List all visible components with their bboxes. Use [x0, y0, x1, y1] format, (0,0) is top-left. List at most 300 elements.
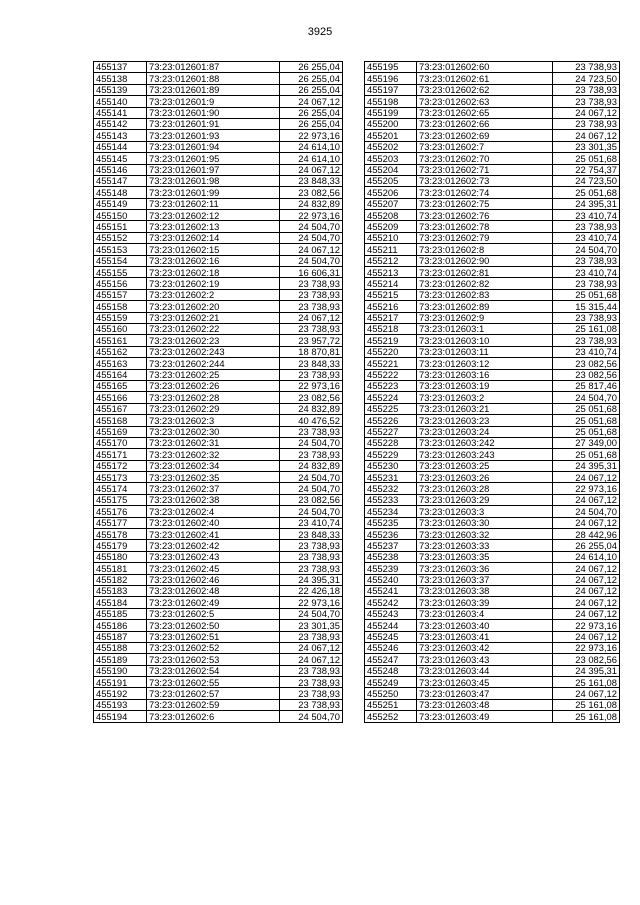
- value-cell: 25 051,68: [553, 187, 620, 198]
- value-cell: 24 067,12: [280, 312, 343, 323]
- table-row: [94, 84, 343, 95]
- value-cell: 28 442,96: [553, 529, 620, 540]
- table-row: [365, 107, 620, 118]
- table-row: [94, 153, 343, 164]
- cadastral-number-cell: 73:23:012602:81: [417, 267, 553, 278]
- value-cell: 23 738,93: [553, 312, 620, 323]
- cadastral-number-cell: 73:23:012602:76: [417, 210, 553, 221]
- record-number-cell: 455229: [365, 449, 417, 460]
- value-cell: 23 848,33: [280, 529, 343, 540]
- value-cell: 25 051,68: [553, 415, 620, 426]
- record-number-cell: 455214: [365, 278, 417, 289]
- cadastral-number-cell: 73:23:012603:23: [417, 415, 553, 426]
- cadastral-number-cell: 73:23:012602:12: [147, 210, 280, 221]
- cadastral-number-cell: 73:23:012602:3: [147, 415, 280, 426]
- cadastral-number-cell: 73:23:012603:19: [417, 380, 553, 391]
- table-row: [94, 506, 343, 517]
- record-number-cell: 455189: [94, 654, 147, 665]
- record-number-cell: 455192: [94, 688, 147, 699]
- table-row: [365, 540, 620, 551]
- value-cell: 27 349,00: [553, 437, 620, 448]
- record-number-cell: 455237: [365, 540, 417, 551]
- cadastral-number-cell: 73:23:012602:6: [147, 711, 280, 722]
- record-number-cell: 455190: [94, 665, 147, 676]
- record-number-cell: 455242: [365, 597, 417, 608]
- table-row: [94, 540, 343, 551]
- cadastral-number-cell: 73:23:012602:90: [417, 255, 553, 266]
- cadastral-number-cell: 73:23:012602:15: [147, 244, 280, 255]
- record-number-cell: 455151: [94, 221, 147, 232]
- cadastral-number-cell: 73:23:012602:62: [417, 84, 553, 95]
- table-row: [94, 677, 343, 688]
- table-row: [365, 380, 620, 391]
- record-number-cell: 455195: [365, 62, 417, 73]
- value-cell: 24 504,70: [553, 244, 620, 255]
- table-row: [94, 437, 343, 448]
- value-cell: 24 395,31: [280, 574, 343, 585]
- table-row: [365, 221, 620, 232]
- value-cell: 24 067,12: [553, 494, 620, 505]
- value-cell: 23 738,93: [553, 255, 620, 266]
- record-number-cell: 455156: [94, 278, 147, 289]
- record-number-cell: 455223: [365, 380, 417, 391]
- cadastral-number-cell: 73:23:012603:49: [417, 711, 553, 722]
- record-number-cell: 455152: [94, 232, 147, 243]
- value-cell: 24 067,12: [280, 164, 343, 175]
- cadastral-number-cell: 73:23:012601:98: [147, 175, 280, 186]
- value-cell: 25 051,68: [553, 449, 620, 460]
- value-cell: 26 255,04: [553, 540, 620, 551]
- value-cell: 24 504,70: [280, 437, 343, 448]
- value-cell: 24 067,12: [280, 96, 343, 107]
- cadastral-number-cell: 73:23:012602:61: [417, 73, 553, 84]
- record-number-cell: 455175: [94, 494, 147, 505]
- table-row: [94, 585, 343, 596]
- record-number-cell: 455199: [365, 107, 417, 118]
- record-number-cell: 455138: [94, 73, 147, 84]
- cadastral-number-cell: 73:23:012602:40: [147, 517, 280, 528]
- table-row: [94, 392, 343, 403]
- value-cell: 23 738,93: [280, 289, 343, 300]
- record-number-cell: 455232: [365, 483, 417, 494]
- record-number-cell: 455205: [365, 175, 417, 186]
- record-number-cell: 455137: [94, 62, 147, 73]
- value-cell: 24 504,70: [280, 483, 343, 494]
- table-row: [94, 358, 343, 369]
- value-cell: 22 973,16: [280, 380, 343, 391]
- table-row: [365, 118, 620, 129]
- value-cell: 23 738,93: [280, 665, 343, 676]
- record-number-cell: 455193: [94, 699, 147, 710]
- value-cell: 25 051,68: [553, 426, 620, 437]
- table-row: [365, 483, 620, 494]
- cadastral-number-cell: 73:23:012602:11: [147, 198, 280, 209]
- table-row: [365, 415, 620, 426]
- cadastral-number-cell: 73:23:012602:22: [147, 323, 280, 334]
- value-cell: 22 973,16: [553, 620, 620, 631]
- record-number-cell: 455217: [365, 312, 417, 323]
- table-row: [365, 62, 620, 73]
- table-row: [365, 563, 620, 574]
- cadastral-number-cell: 73:23:012602:38: [147, 494, 280, 505]
- value-cell: 24 832,89: [280, 460, 343, 471]
- record-number-cell: 455173: [94, 472, 147, 483]
- cadastral-number-cell: 73:23:012602:23: [147, 335, 280, 346]
- cadastral-number-cell: 73:23:012602:52: [147, 642, 280, 653]
- cadastral-number-cell: 73:23:012601:87: [147, 62, 280, 73]
- cadastral-number-cell: 73:23:012601:89: [147, 84, 280, 95]
- record-number-cell: 455148: [94, 187, 147, 198]
- table-row: [94, 380, 343, 391]
- table-row: [94, 688, 343, 699]
- record-number-cell: 455215: [365, 289, 417, 300]
- table-row: [365, 289, 620, 300]
- value-cell: 18 870,81: [280, 346, 343, 357]
- value-cell: 16 606,31: [280, 267, 343, 278]
- value-cell: 24 395,31: [553, 460, 620, 471]
- table-row: [365, 597, 620, 608]
- record-number-cell: 455200: [365, 118, 417, 129]
- value-cell: 26 255,04: [280, 84, 343, 95]
- record-number-cell: 455141: [94, 107, 147, 118]
- value-cell: 22 754,37: [553, 164, 620, 175]
- table-row: [94, 654, 343, 665]
- table-row: [94, 255, 343, 266]
- value-cell: 24 504,70: [553, 506, 620, 517]
- value-cell: 22 973,16: [280, 597, 343, 608]
- value-cell: 24 067,12: [553, 107, 620, 118]
- value-cell: 23 738,93: [280, 540, 343, 551]
- table-row: [365, 699, 620, 710]
- value-cell: 23 957,72: [280, 335, 343, 346]
- record-number-cell: 455140: [94, 96, 147, 107]
- table-row: [365, 187, 620, 198]
- value-cell: 22 426,18: [280, 585, 343, 596]
- record-number-cell: 455240: [365, 574, 417, 585]
- value-cell: 23 738,93: [280, 563, 343, 574]
- value-cell: 22 973,16: [553, 483, 620, 494]
- record-number-cell: 455227: [365, 426, 417, 437]
- cadastral-number-cell: 73:23:012602:2: [147, 289, 280, 300]
- value-cell: 23 410,74: [280, 517, 343, 528]
- table-row: [94, 403, 343, 414]
- table-row: [365, 449, 620, 460]
- value-cell: 24 504,70: [280, 506, 343, 517]
- value-cell: 23 738,93: [553, 96, 620, 107]
- value-cell: 24 504,70: [280, 255, 343, 266]
- value-cell: 22 973,16: [280, 130, 343, 141]
- cadastral-number-cell: 73:23:012601:94: [147, 141, 280, 152]
- cadastral-number-cell: 73:23:012603:21: [417, 403, 553, 414]
- value-cell: 15 315,44: [553, 301, 620, 312]
- table-row: [94, 483, 343, 494]
- cadastral-number-cell: 73:23:012602:41: [147, 529, 280, 540]
- cadastral-number-cell: 73:23:012603:43: [417, 654, 553, 665]
- record-number-cell: 455230: [365, 460, 417, 471]
- table-row: [94, 62, 343, 73]
- record-number-cell: 455168: [94, 415, 147, 426]
- record-number-cell: 455146: [94, 164, 147, 175]
- record-number-cell: 455206: [365, 187, 417, 198]
- cadastral-number-cell: 73:23:012602:28: [147, 392, 280, 403]
- cadastral-number-cell: 73:23:012602:70: [417, 153, 553, 164]
- record-number-cell: 455142: [94, 118, 147, 129]
- table-row: [365, 620, 620, 631]
- value-cell: 23 738,93: [553, 278, 620, 289]
- cadastral-number-cell: 73:23:012602:32: [147, 449, 280, 460]
- value-cell: 25 161,08: [553, 711, 620, 722]
- record-number-cell: 455159: [94, 312, 147, 323]
- record-number-cell: 455157: [94, 289, 147, 300]
- record-number-cell: 455162: [94, 346, 147, 357]
- value-cell: 24 614,10: [280, 141, 343, 152]
- table-row: [365, 631, 620, 642]
- table-row: [94, 472, 343, 483]
- value-cell: 23 738,93: [553, 84, 620, 95]
- value-cell: 23 848,33: [280, 358, 343, 369]
- cadastral-number-cell: 73:23:012602:5: [147, 608, 280, 619]
- left-register-table: [93, 61, 343, 723]
- value-cell: 25 817,46: [553, 380, 620, 391]
- record-number-cell: 455191: [94, 677, 147, 688]
- table-row: [94, 449, 343, 460]
- value-cell: 23 738,93: [280, 301, 343, 312]
- record-number-cell: 455231: [365, 472, 417, 483]
- record-number-cell: 455244: [365, 620, 417, 631]
- cadastral-number-cell: 73:23:012601:91: [147, 118, 280, 129]
- record-number-cell: 455166: [94, 392, 147, 403]
- cadastral-number-cell: 73:23:012602:75: [417, 198, 553, 209]
- cadastral-number-cell: 73:23:012602:21: [147, 312, 280, 323]
- table-row: [365, 642, 620, 653]
- right-table-body: [365, 62, 620, 723]
- cadastral-number-cell: 73:23:012602:26: [147, 380, 280, 391]
- record-number-cell: 455144: [94, 141, 147, 152]
- value-cell: 24 067,12: [553, 585, 620, 596]
- value-cell: 24 504,70: [280, 472, 343, 483]
- table-row: [365, 517, 620, 528]
- value-cell: 23 738,93: [280, 551, 343, 562]
- table-row: [94, 597, 343, 608]
- cadastral-number-cell: 73:23:012603:41: [417, 631, 553, 642]
- table-row: [365, 130, 620, 141]
- table-row: [94, 642, 343, 653]
- cadastral-number-cell: 73:23:012601:97: [147, 164, 280, 175]
- record-number-cell: 455218: [365, 323, 417, 334]
- table-row: [365, 711, 620, 722]
- table-row: [94, 118, 343, 129]
- record-number-cell: 455163: [94, 358, 147, 369]
- record-number-cell: 455235: [365, 517, 417, 528]
- value-cell: 23 082,56: [553, 358, 620, 369]
- cadastral-number-cell: 73:23:012602:244: [147, 358, 280, 369]
- record-number-cell: 455149: [94, 198, 147, 209]
- record-number-cell: 455194: [94, 711, 147, 722]
- cadastral-number-cell: 73:23:012603:28: [417, 483, 553, 494]
- table-row: [94, 608, 343, 619]
- record-number-cell: 455221: [365, 358, 417, 369]
- cadastral-number-cell: 73:23:012602:35: [147, 472, 280, 483]
- page-number: 3925: [307, 26, 333, 38]
- table-row: [365, 301, 620, 312]
- table-row: [94, 232, 343, 243]
- table-row: [94, 198, 343, 209]
- table-row: [365, 198, 620, 209]
- value-cell: 26 255,04: [280, 118, 343, 129]
- record-number-cell: 455202: [365, 141, 417, 152]
- value-cell: 24 067,12: [280, 244, 343, 255]
- cadastral-number-cell: 73:23:012603:30: [417, 517, 553, 528]
- cadastral-number-cell: 73:23:012602:45: [147, 563, 280, 574]
- table-row: [94, 415, 343, 426]
- cadastral-number-cell: 73:23:012602:20: [147, 301, 280, 312]
- table-row: [94, 369, 343, 380]
- table-row: [365, 244, 620, 255]
- value-cell: 23 738,93: [280, 677, 343, 688]
- record-number-cell: 455252: [365, 711, 417, 722]
- cadastral-number-cell: 73:23:012602:46: [147, 574, 280, 585]
- record-number-cell: 455179: [94, 540, 147, 551]
- table-row: [94, 494, 343, 505]
- table-row: [365, 232, 620, 243]
- table-row: [365, 141, 620, 152]
- table-row: [365, 654, 620, 665]
- record-number-cell: 455176: [94, 506, 147, 517]
- left-table-body: [94, 62, 343, 723]
- record-number-cell: 455187: [94, 631, 147, 642]
- table-row: [94, 289, 343, 300]
- value-cell: 24 067,12: [553, 688, 620, 699]
- value-cell: 24 067,12: [280, 642, 343, 653]
- table-row: [365, 574, 620, 585]
- value-cell: 23 082,56: [553, 654, 620, 665]
- table-row: [94, 323, 343, 334]
- cadastral-number-cell: 73:23:012602:4: [147, 506, 280, 517]
- table-row: [365, 175, 620, 186]
- record-number-cell: 455170: [94, 437, 147, 448]
- record-number-cell: 455182: [94, 574, 147, 585]
- cadastral-number-cell: 73:23:012602:19: [147, 278, 280, 289]
- value-cell: 23 410,74: [553, 210, 620, 221]
- cadastral-number-cell: 73:23:012603:33: [417, 540, 553, 551]
- table-row: [94, 620, 343, 631]
- table-row: [365, 494, 620, 505]
- cadastral-number-cell: 73:23:012603:38: [417, 585, 553, 596]
- record-number-cell: 455222: [365, 369, 417, 380]
- cadastral-number-cell: 73:23:012603:37: [417, 574, 553, 585]
- cadastral-number-cell: 73:23:012603:36: [417, 563, 553, 574]
- record-number-cell: 455197: [365, 84, 417, 95]
- value-cell: 23 738,93: [553, 221, 620, 232]
- record-number-cell: 455155: [94, 267, 147, 278]
- table-row: [94, 312, 343, 323]
- cadastral-number-cell: 73:23:012602:9: [417, 312, 553, 323]
- value-cell: 24 067,12: [553, 130, 620, 141]
- cadastral-number-cell: 73:23:012601:90: [147, 107, 280, 118]
- record-number-cell: 455178: [94, 529, 147, 540]
- table-row: [94, 426, 343, 437]
- value-cell: 24 067,12: [553, 574, 620, 585]
- table-row: [94, 574, 343, 585]
- cadastral-number-cell: 73:23:012602:55: [147, 677, 280, 688]
- cadastral-number-cell: 73:23:012603:47: [417, 688, 553, 699]
- cadastral-number-cell: 73:23:012602:53: [147, 654, 280, 665]
- cadastral-number-cell: 73:23:012602:16: [147, 255, 280, 266]
- cadastral-number-cell: 73:23:012603:2: [417, 392, 553, 403]
- value-cell: 24 067,12: [553, 608, 620, 619]
- table-row: [365, 585, 620, 596]
- record-number-cell: 455154: [94, 255, 147, 266]
- table-row: [94, 460, 343, 471]
- record-number-cell: 455185: [94, 608, 147, 619]
- cadastral-number-cell: 73:23:012602:51: [147, 631, 280, 642]
- value-cell: 24 504,70: [280, 232, 343, 243]
- right-register-table: [364, 61, 620, 723]
- cadastral-number-cell: 73:23:012603:44: [417, 665, 553, 676]
- cadastral-number-cell: 73:23:012602:59: [147, 699, 280, 710]
- value-cell: 24 504,70: [280, 608, 343, 619]
- cadastral-number-cell: 73:23:012602:18: [147, 267, 280, 278]
- value-cell: 26 255,04: [280, 62, 343, 73]
- table-row: [365, 267, 620, 278]
- record-number-cell: 455174: [94, 483, 147, 494]
- table-row: [365, 84, 620, 95]
- table-row: [94, 96, 343, 107]
- table-row: [94, 187, 343, 198]
- table-row: [94, 551, 343, 562]
- value-cell: 23 410,74: [553, 267, 620, 278]
- cadastral-number-cell: 73:23:012603:243: [417, 449, 553, 460]
- value-cell: 23 738,93: [280, 426, 343, 437]
- table-row: [94, 563, 343, 574]
- cadastral-number-cell: 73:23:012602:25: [147, 369, 280, 380]
- table-row: [365, 608, 620, 619]
- record-number-cell: 455177: [94, 517, 147, 528]
- record-number-cell: 455248: [365, 665, 417, 676]
- record-number-cell: 455201: [365, 130, 417, 141]
- value-cell: 25 161,08: [553, 699, 620, 710]
- table-row: [94, 301, 343, 312]
- cadastral-number-cell: 73:23:012603:3: [417, 506, 553, 517]
- cadastral-number-cell: 73:23:012602:65: [417, 107, 553, 118]
- table-row: [365, 437, 620, 448]
- value-cell: 24 067,12: [553, 517, 620, 528]
- record-number-cell: 455183: [94, 585, 147, 596]
- record-number-cell: 455165: [94, 380, 147, 391]
- cadastral-number-cell: 73:23:012603:12: [417, 358, 553, 369]
- value-cell: 40 476,52: [280, 415, 343, 426]
- cadastral-number-cell: 73:23:012603:45: [417, 677, 553, 688]
- table-row: [365, 529, 620, 540]
- value-cell: 23 738,93: [553, 335, 620, 346]
- value-cell: 23 738,93: [280, 631, 343, 642]
- value-cell: 25 051,68: [553, 289, 620, 300]
- record-number-cell: 455167: [94, 403, 147, 414]
- cadastral-number-cell: 73:23:012603:10: [417, 335, 553, 346]
- table-row: [94, 699, 343, 710]
- value-cell: 23 738,93: [280, 699, 343, 710]
- value-cell: 24 067,12: [553, 631, 620, 642]
- record-number-cell: 455236: [365, 529, 417, 540]
- record-number-cell: 455139: [94, 84, 147, 95]
- value-cell: 24 067,12: [553, 563, 620, 574]
- record-number-cell: 455210: [365, 232, 417, 243]
- record-number-cell: 455220: [365, 346, 417, 357]
- cadastral-number-cell: 73:23:012602:60: [417, 62, 553, 73]
- value-cell: 23 082,56: [280, 392, 343, 403]
- table-row: [365, 551, 620, 562]
- record-number-cell: 455196: [365, 73, 417, 84]
